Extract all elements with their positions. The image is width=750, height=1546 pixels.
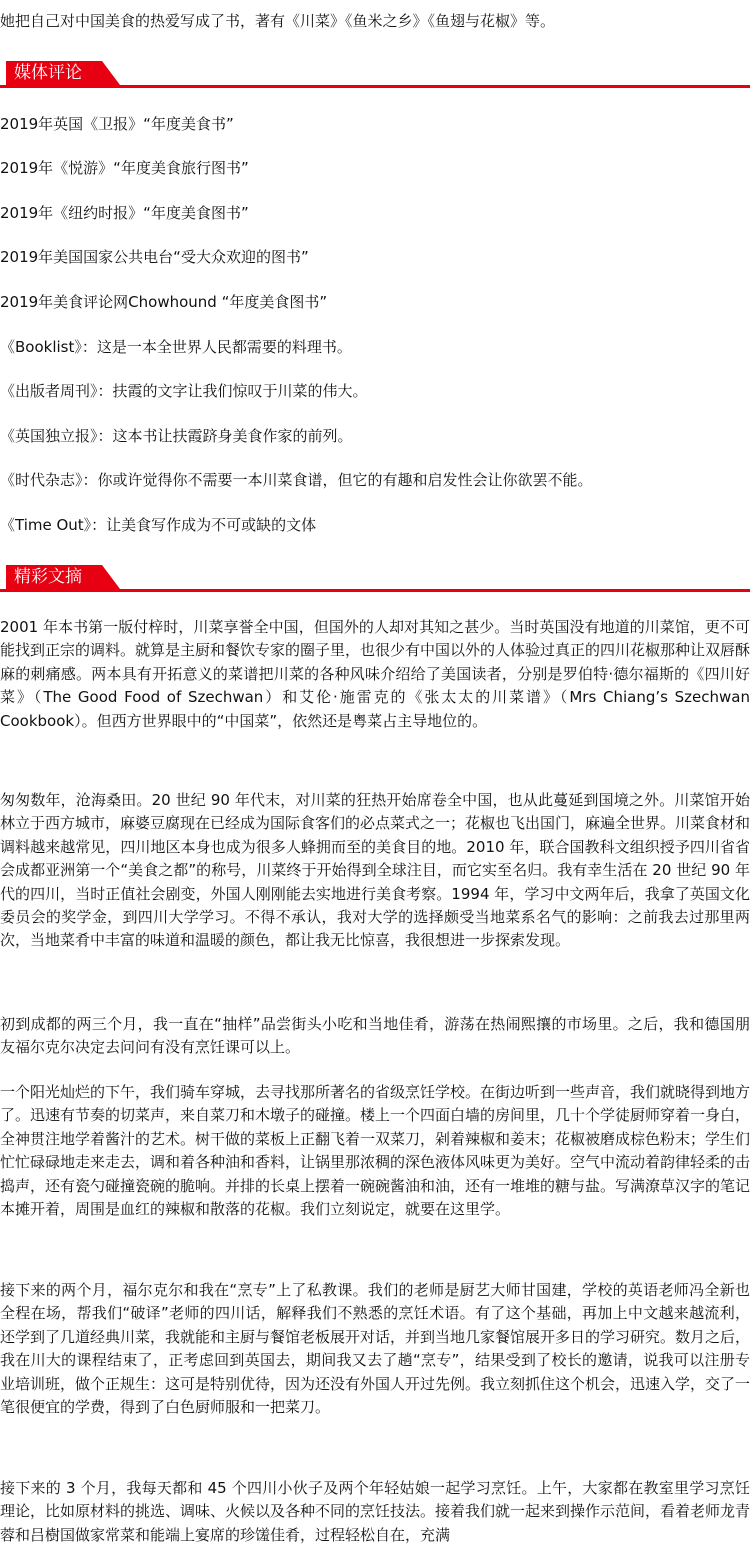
review-item: 《时代杂志》：你或许觉得你不需要一本川菜食谱，但它的有趣和启发性会让你欲罢不能。 (0, 471, 593, 489)
review-item: 2019年美国国家公共电台“受大众欢迎的图书” (0, 248, 309, 266)
section-divider (0, 85, 750, 88)
excerpt-paragraph: 接下来的两个月，福尔克尔和我在“烹专”上了私教课。我们的老师是厨艺大师甘国建，学校的英语老师冯全新也全程在场，帮我们“破译”老师的四川话，解释我们不熟悉的烹饪术语。有了这个基础，再加上中文越来越流利，还学到了几道经典川菜，我就能和主厨与餐馆老板展开对话，并到当地几家餐馆展开多日的学习研究。数月之后，我在川大的课程结束了，正考虑回到英国去，期间我又去了趟“烹专”，结果受到了校长的邀请，说我可以注册专业培训班，做个正规生：这可是特别优待，因为还没有外国人开过先例。我立刻抓住这个机会，迅速入学，交了一笔很便宜的学费，得到了白色厨师服和一把菜刀。 (0, 1281, 750, 1417)
review-item: 2019年《悦游》“年度美食旅行图书” (0, 159, 249, 177)
review-item: 《Booklist》：这是一本全世界人民都需要的料理书。 (0, 338, 352, 356)
review-item: 《Time Out》：让美食写作成为不可或缺的文体 (0, 516, 317, 534)
excerpt-paragraph: 一个阳光灿烂的下午，我们骑车穿城，去寻找那所著名的省级烹饪学校。在街边听到一些声音，我们就晓得到地方了。迅速有节奏的切菜声，来自菜刀和木墩子的碰撞。楼上一个四面白墙的房间里，几十个学徒厨师穿着一身白，全神贯注地学着酱汁的艺术。树干做的菜板上正翻飞着一双菜刀，剁着辣椒和姜末；花椒被磨成棕色粉末；学生们忙忙碌碌地走来走去，调和着各种油和香料，让锅里那浓稠的深色液体风味更为美好。空气中流动着韵律轻柔的击捣声，还有瓷勺碰撞瓷碗的脆响。并排的长桌上摆着一碗碗酱油和油，还有一堆堆的糖与盐。写满潦草汉字的笔记本摊开着，周围是血红的辣椒和散落的花椒。我们立刻说定，就要在这里学。 (0, 1083, 750, 1219)
intro-text: 她把自己对中国美食的热爱写成了书，著有《川菜》《鱼米之乡》《鱼翅与花椒》等。 (0, 12, 556, 30)
review-item: 《出版者周刊》：扶霞的文字让我们惊叹于川菜的伟大。 (0, 382, 368, 400)
excerpt-paragraph: 接下来的 3 个月，我每天都和 45 个四川小伙子及两个年轻姑娘一起学习烹饪。上午，大家都在教室里学习烹饪理论，比如原材料的挑选、调味、火候以及各种不同的烹饪技法。接着我们就一起来到操作示范间，看着老师龙青蓉和吕樹国做家常菜和能端上宴席的珍馐佳肴，过程轻松自在，充满 (0, 1479, 750, 1544)
review-item: 2019年英国《卫报》“年度美食书” (0, 115, 234, 133)
excerpt-paragraph: 匆匆数年，沧海桑田。20 世纪 90 年代末，对川菜的狂热开始席卷全中国，也从此蔓延到国境之外。川菜馆开始林立于西方城市，麻婆豆腐现在已经成为国际食客们的必点菜式之一；花椒也飞出国门，麻遍全世界。川菜食材和调料越来越常见，四川地区本身也成为很多人蜂拥而至的美食目的地。2010 年，联合国教科文组织授予四川省省会成都亚洲第一个“美食之都”的称号，川菜终于开始得到全球注目，而它实至名归。我有幸生活在 20 世纪 90 年代的四川，当时正值社会剧变，外国人刚刚能去实地进行美食考察。1994 年，学习中文两年后，我拿了英国文化委员会的奖学金，到四川大学学习。不得不承认，我对大学的选择颇受当地菜系名气的影响：之前我去过那里两次，当地菜肴中丰富的味道和温暖的颜色，都让我无比惊喜，我很想进一步探索发现。 (0, 791, 750, 950)
section-header-excerpt (0, 563, 750, 593)
review-item: 《英国独立报》：这本书让扶霞跻身美食作家的前列。 (0, 427, 353, 445)
review-item: 2019年美食评论网Chowhound “年度美食图书” (0, 293, 328, 311)
section-title-reviews: 媒体评论 (6, 61, 102, 85)
section-title-excerpt: 精彩文摘 (6, 565, 102, 589)
section-divider (0, 589, 750, 592)
review-item: 2019年《纽约时报》“年度美食图书” (0, 204, 249, 222)
excerpt-paragraph: 2001 年本书第一版付梓时，川菜享誉全中国，但国外的人却对其知之甚少。当时英国没有地道的川菜馆，更不可能找到正宗的调料。就算是主厨和餐饮专家的圈子里，也很少有中国以外的人体验过真正的四川花椒那种让双唇酥麻的刺痛感。两本具有开拓意义的菜谱把川菜的各种风味介绍给了美国读者，分别是罗伯特·德尔福斯的《四川好菜》（The Good Food of Szechwan）和艾伦·施雷克的《张太太的川菜谱》（Mrs Chiang’s Szechwan Cookbook）。但西方世界眼中的“中国菜”，依然还是粤菜占主导地位的。 (0, 618, 750, 730)
excerpt-paragraph: 初到成都的两三个月，我一直在“抽样”品尝街头小吃和当地佳肴，游荡在热闹熙攘的市场里。之后，我和德国朋友福尔克尔决定去问问有没有烹饪课可以上。 (0, 1015, 750, 1057)
section-header-reviews (0, 59, 750, 89)
